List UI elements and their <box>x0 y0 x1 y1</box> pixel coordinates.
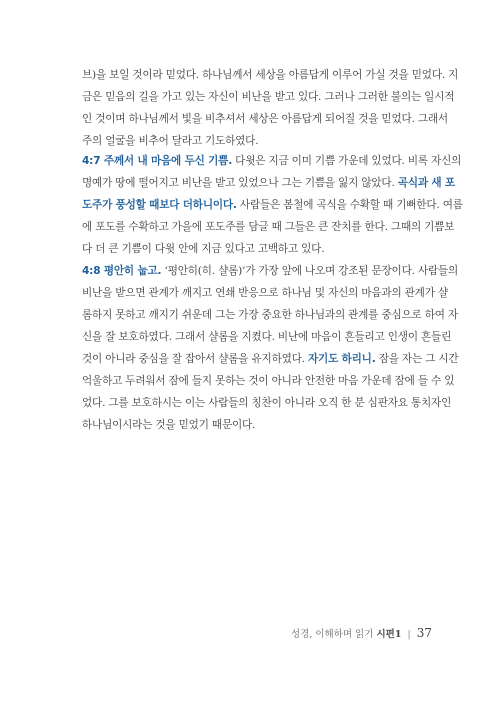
body-text: ‘평안히(히. 샬롬)’가 가장 앞에 나오며 강조된 문장이다. 사람들의 <box>161 265 459 277</box>
body-text: 금은 믿음의 길을 가고 있는 자신이 비난을 받고 있다. 그러나 그러한 불의는 일시적 <box>82 91 455 103</box>
text-line <box>82 239 420 259</box>
text-line <box>82 217 455 237</box>
text-line <box>82 327 452 347</box>
body-text: 명예가 땅에 떨어지고 비난을 받고 있었으나 그는 기쁨을 잃지 않았다. <box>82 177 398 189</box>
body-text: 것이 아니라 중심을 잘 잡아서 샬롬을 유지하였다. <box>82 353 309 365</box>
text-line <box>82 131 420 151</box>
verse-heading: 자기도 하리니. <box>308 353 376 365</box>
text-line <box>82 195 463 215</box>
text-line <box>82 371 455 391</box>
body-text: 브)을 보일 것이라 믿었다. 하나님께서 세상을 아름답게 이루어 가실 것을 믿었다. 지 <box>82 69 459 81</box>
verse-heading: 4:8 평안히 눕고. <box>82 265 162 277</box>
body-text: 주의 얼굴을 비추어 달라고 기도하였다. <box>82 135 259 147</box>
body-text: 신을 잘 보호하였다. 그래서 샬롬을 지켰다. 비난에 마음이 흔들리고 인생이 흔들린 <box>82 331 452 343</box>
text-line <box>82 173 455 193</box>
body-text: 다 더 큰 기쁨이 다윗 안에 지금 있다고 고백하고 있다. <box>82 243 325 255</box>
body-text: 인 것이며 하나님께서 빛을 비추셔서 세상은 아름답게 되어질 것을 믿었다. 그래서 <box>82 113 448 125</box>
body-text: 잠을 자는 그 시간 <box>375 353 459 365</box>
page-number: 37 <box>416 626 432 640</box>
running-footer-book-title: 성경, 이해하며 읽기 <box>290 629 374 640</box>
text-line <box>82 305 458 325</box>
text-line <box>82 87 455 107</box>
text-line <box>82 349 459 369</box>
verse-heading: 곡식과 새 포 <box>397 177 455 189</box>
text-line <box>82 151 462 171</box>
body-text: 사람들은 봄철에 곡식을 수확할 때 기뻐한다. 여름 <box>236 199 463 211</box>
text-line <box>82 415 420 435</box>
body-text: 비난을 받으면 관계가 깨지고 연쇄 반응으로 하나님 및 자신의 마음과의 관계가 샬 <box>82 287 448 299</box>
footer-separator: | <box>407 629 411 640</box>
body-text: 다윗은 지금 이미 기쁨 가운데 있었다. 비록 자신의 <box>232 155 462 167</box>
text-line <box>82 65 459 85</box>
page-footer <box>260 624 432 642</box>
text-line <box>82 283 448 303</box>
verse-heading: 4:7 주께서 내 마음에 두신 기쁨. <box>82 155 233 167</box>
text-line <box>82 261 459 281</box>
body-text: 하나님이시라는 것을 믿었기 때문이다. <box>82 419 256 431</box>
running-footer-volume: 시편1 <box>376 629 402 640</box>
body-text: 억울하고 두려워서 잠에 들지 못하는 것이 아니라 안전한 마음 가운데 잠에 들 수 있 <box>82 375 455 387</box>
body-text: 에 포도를 수확하고 가을에 포도주를 담글 때 그들은 큰 잔치를 한다. 그때의 기쁨보 <box>82 221 455 233</box>
text-line <box>82 393 452 413</box>
verse-heading: 도주가 풍성할 때보다 더하니이다. <box>82 199 237 211</box>
text-line <box>82 109 448 129</box>
body-text: 었다. 그를 보호하시는 이는 사람들의 칭찬이 아니라 오직 한 분 심판자요 통치자인 <box>82 397 452 409</box>
body-text: 롬하지 못하고 깨지기 쉬운데 그는 가장 중요한 하나님과의 관계를 중심으로 하여 자 <box>82 309 458 321</box>
